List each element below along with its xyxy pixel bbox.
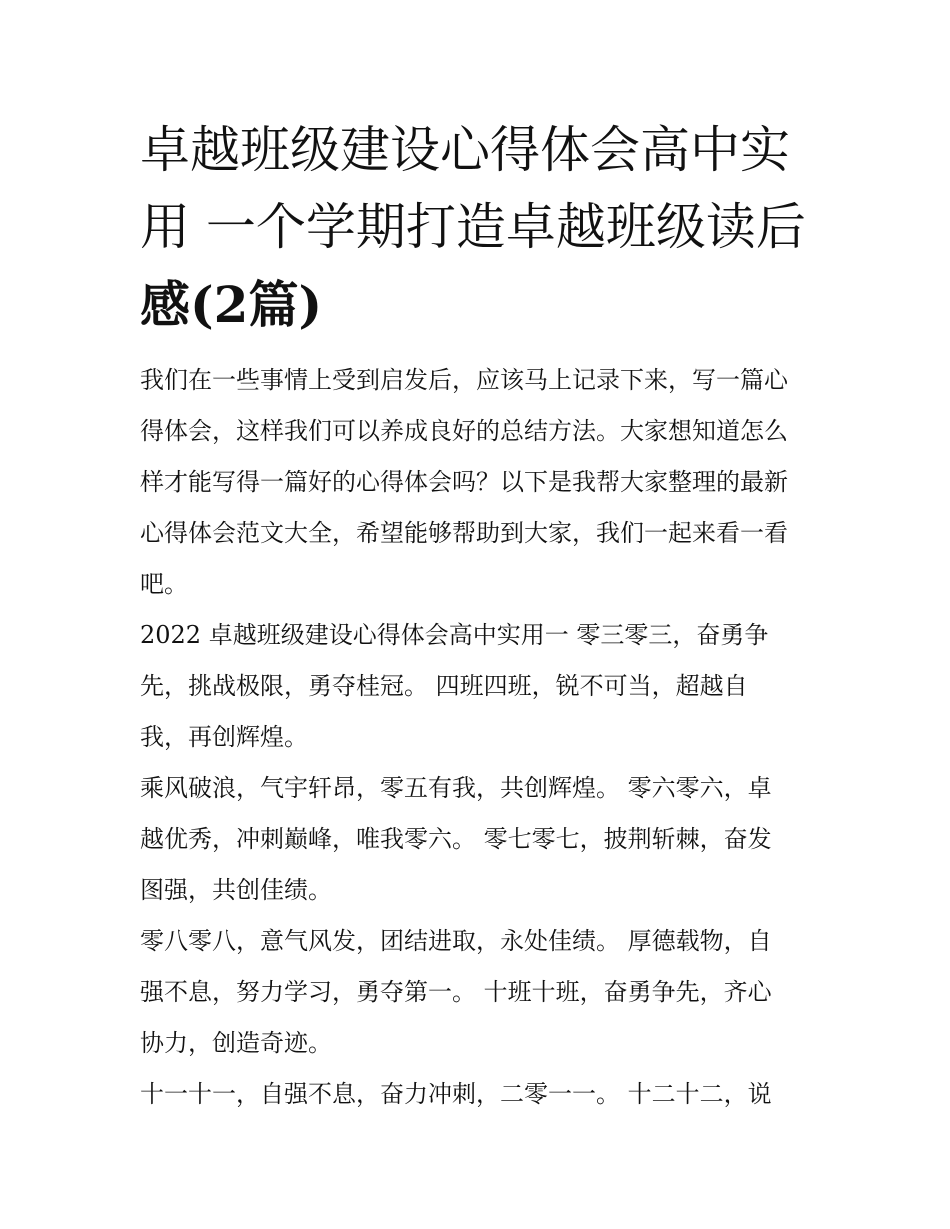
document-body xyxy=(140,355,820,1120)
text-line: 得体会，这样我们可以养成良好的总结方法。大家想知道怎么 xyxy=(140,417,788,445)
document-title xyxy=(140,112,820,343)
text-line: 十一十一，自强不息，奋力冲刺，二零一一。 十二十二，说 xyxy=(140,1080,772,1108)
text-line: 图强，共创佳绩。 xyxy=(140,876,332,904)
title-line: 用 一个学期打造卓越班级读后 xyxy=(140,198,806,256)
intro-paragraph xyxy=(140,355,820,610)
title-line: 卓越班级建设心得体会高中实 xyxy=(140,121,790,179)
body-paragraph xyxy=(140,763,820,916)
body-paragraph xyxy=(140,610,820,763)
text-line: 零八零八，意气风发，团结进取，永处佳绩。 厚德载物，自 xyxy=(140,927,772,955)
text-line: 心得体会范文大全，希望能够帮助到大家，我们一起来看一看 xyxy=(140,519,788,547)
text-line: 协力，创造奇迹。 xyxy=(140,1029,332,1057)
text-line: 我们在一些事情上受到启发后，应该马上记录下来，写一篇心 xyxy=(140,366,788,394)
text-line: 2022 卓越班级建设心得体会高中实用一 零三零三，奋勇争 xyxy=(140,621,769,649)
body-paragraph xyxy=(140,1069,820,1120)
text-line: 乘风破浪，气宇轩昂，零五有我，共创辉煌。 零六零六，卓 xyxy=(140,774,772,802)
text-line: 越优秀，冲刺巅峰，唯我零六。 零七零七，披荆斩棘，奋发 xyxy=(140,825,772,853)
title-line: 感(2篇) xyxy=(140,275,323,334)
text-line: 样才能写得一篇好的心得体会吗？以下是我帮大家整理的最新 xyxy=(140,468,788,496)
text-line: 强不息，努力学习，勇夺第一。 十班十班，奋勇争先，齐心 xyxy=(140,978,772,1006)
text-line: 我，再创辉煌。 xyxy=(140,723,308,751)
body-paragraph xyxy=(140,916,820,1069)
text-line: 先，挑战极限，勇夺桂冠。 四班四班，锐不可当，超越自 xyxy=(140,672,748,700)
text-line: 吧。 xyxy=(140,570,188,598)
